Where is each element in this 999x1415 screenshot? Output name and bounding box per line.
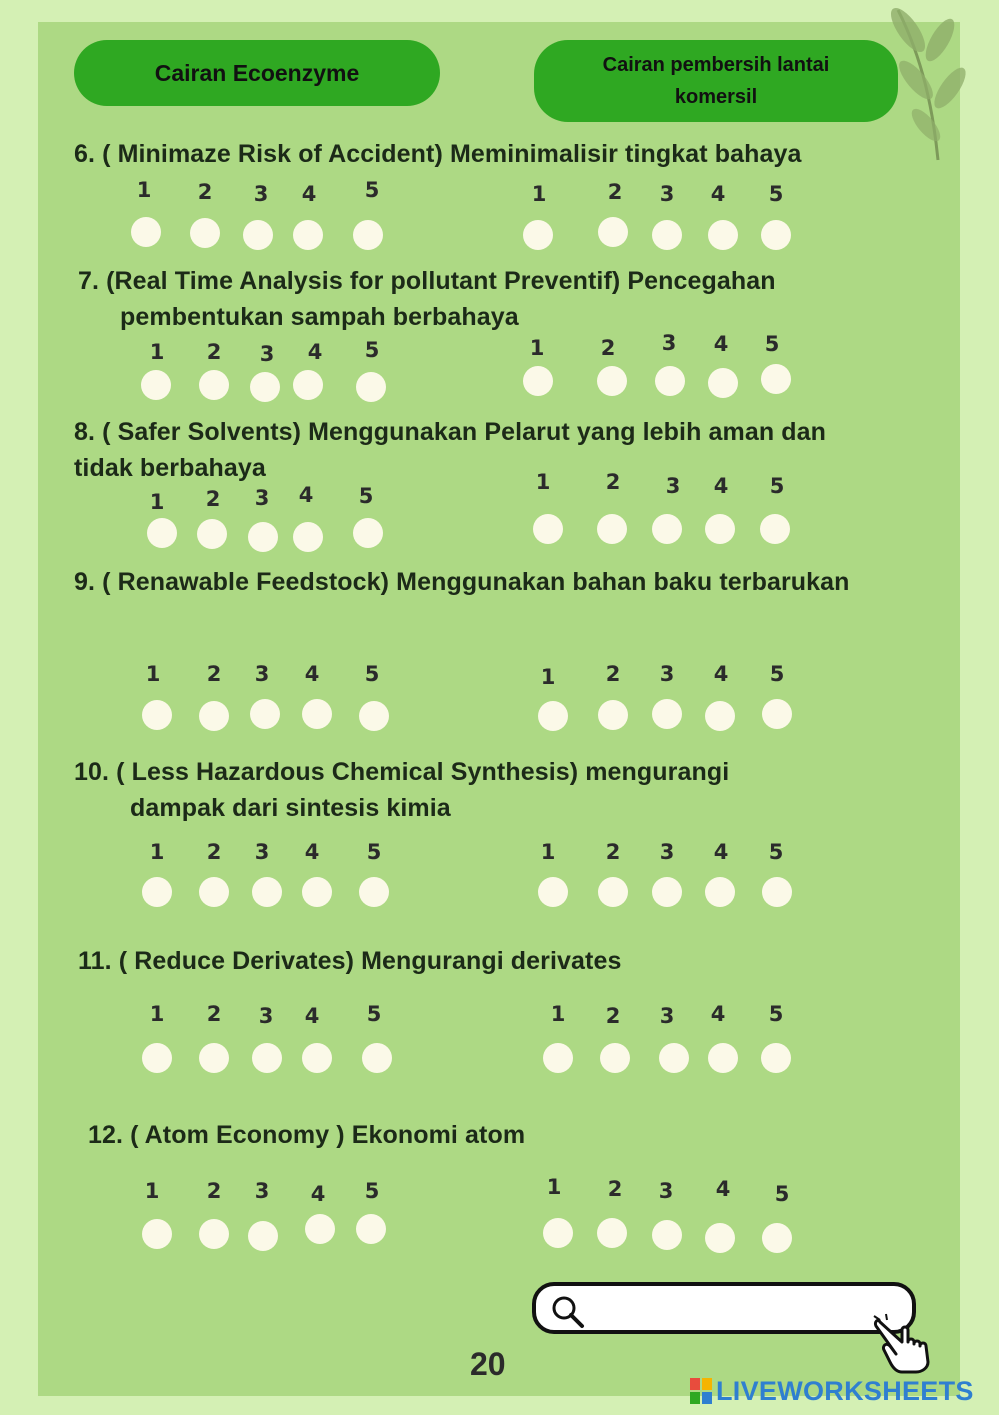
q12-ecoenzyme-option-3[interactable]: [248, 1221, 278, 1251]
q8-ecoenzyme-option-2[interactable]: [197, 519, 227, 549]
q9-ecoenzyme-option-5[interactable]: [359, 701, 389, 731]
q6-ecoenzyme-option-4[interactable]: [293, 220, 323, 250]
q10-b-num-1: 1: [540, 840, 556, 864]
question-8: 8. ( Safer Solvents) Menggunakan Pelarut yang lebih aman dan tidak berbahaya: [74, 418, 827, 482]
q9-b-num-3: 3: [659, 662, 675, 686]
q6-commercial-option-2[interactable]: [598, 217, 628, 247]
q11-b-num-2: 2: [605, 1004, 621, 1028]
q9-a-num-2: 2: [206, 662, 222, 686]
q11-b-num-4: 4: [710, 1002, 726, 1026]
header-commercial-cleaner-pill: [534, 40, 898, 122]
q10-ecoenzyme-option-3[interactable]: [252, 877, 282, 907]
q9-ecoenzyme-option-3[interactable]: [250, 699, 280, 729]
q11-b-num-1: 1: [550, 1002, 566, 1026]
q9-commercial-option-5[interactable]: [762, 699, 792, 729]
q9-b-num-2: 2: [605, 662, 621, 686]
q8-a-num-1: 1: [149, 490, 165, 514]
page-number: 20: [470, 1346, 506, 1382]
q10-a-num-1: 1: [149, 840, 165, 864]
q12-commercial-option-5[interactable]: [762, 1223, 792, 1253]
q7-commercial-option-4[interactable]: [708, 368, 738, 398]
q8-commercial-option-5[interactable]: [760, 514, 790, 544]
q12-a-num-1: 1: [144, 1179, 160, 1203]
q6-commercial-option-1[interactable]: [523, 220, 553, 250]
q11-commercial-option-3[interactable]: [659, 1043, 689, 1073]
q9-b-num-5: 5: [769, 662, 785, 686]
q6-b-num-1: 1: [531, 182, 547, 206]
q7-ecoenzyme-option-2[interactable]: [199, 370, 229, 400]
q6-b-num-3: 3: [659, 182, 675, 206]
q8-b-num-2: 2: [605, 470, 621, 494]
q12-commercial-option-2[interactable]: [597, 1218, 627, 1248]
question-7: 7. (Real Time Analysis for pollutant Preventif) Pencegahan pembentukan sampah berbahaya: [78, 267, 776, 331]
q11-b-num-5: 5: [768, 1002, 784, 1026]
q7-a-num-1: 1: [149, 340, 165, 364]
q11-b-num-3: 3: [659, 1004, 675, 1028]
header-ecoenzyme-pill: [74, 40, 440, 106]
q11-commercial-option-1[interactable]: [543, 1043, 573, 1073]
q8-a-num-4: 4: [298, 483, 314, 507]
q9-commercial-option-4[interactable]: [705, 701, 735, 731]
worksheet-panel: [38, 22, 960, 1396]
q10-b-num-5: 5: [768, 840, 784, 864]
q6-commercial-option-3[interactable]: [652, 220, 682, 250]
q10-b-num-3: 3: [659, 840, 675, 864]
q7-commercial-option-3[interactable]: [655, 366, 685, 396]
header-left-label: Cairan Ecoenzyme: [154, 59, 360, 86]
q7-commercial-option-5[interactable]: [761, 364, 791, 394]
search-icon: [550, 1294, 586, 1330]
q6-ecoenzyme-option-3[interactable]: [243, 220, 273, 250]
q12-a-num-5: 5: [364, 1179, 380, 1203]
q12-a-num-2: 2: [206, 1179, 222, 1203]
q11-a-num-2: 2: [206, 1002, 222, 1026]
q8-b-num-4: 4: [713, 474, 729, 498]
q7-ecoenzyme-option-4[interactable]: [293, 370, 323, 400]
q12-ecoenzyme-option-5[interactable]: [356, 1214, 386, 1244]
q9-ecoenzyme-option-1[interactable]: [142, 700, 172, 730]
q11-commercial-option-2[interactable]: [600, 1043, 630, 1073]
q9-ecoenzyme-option-2[interactable]: [199, 701, 229, 731]
q6-commercial-option-5[interactable]: [761, 220, 791, 250]
q8-a-num-2: 2: [205, 487, 221, 511]
q9-ecoenzyme-option-4[interactable]: [302, 699, 332, 729]
q12-a-num-3: 3: [254, 1179, 270, 1203]
q8-commercial-option-1[interactable]: [533, 514, 563, 544]
q8-a-num-3: 3: [254, 486, 270, 510]
q6-b-num-2: 2: [607, 180, 623, 204]
q6-b-num-4: 4: [710, 182, 726, 206]
q8-ecoenzyme-option-1[interactable]: [147, 518, 177, 548]
pointing-hand-icon: [872, 1312, 944, 1376]
q9-commercial-option-2[interactable]: [598, 700, 628, 730]
q10-b-num-2: 2: [605, 840, 621, 864]
q7-ecoenzyme-option-5[interactable]: [356, 372, 386, 402]
q6-ecoenzyme-option-1[interactable]: [131, 217, 161, 247]
q10-ecoenzyme-option-1[interactable]: [142, 877, 172, 907]
liveworksheets-badge-icon: [690, 1378, 712, 1404]
q8-ecoenzyme-option-5[interactable]: [353, 518, 383, 548]
q7-b-num-2: 2: [600, 336, 616, 360]
q8-commercial-option-3[interactable]: [652, 514, 682, 544]
q8-b-num-5: 5: [769, 474, 785, 498]
q10-commercial-option-1[interactable]: [538, 877, 568, 907]
q8-a-num-5: 5: [358, 484, 374, 508]
q9-b-num-1: 1: [540, 665, 556, 689]
q7-b-num-5: 5: [764, 332, 780, 356]
q8-b-num-3: 3: [665, 474, 681, 498]
q6-ecoenzyme-option-2[interactable]: [190, 218, 220, 248]
q11-ecoenzyme-option-5[interactable]: [362, 1043, 392, 1073]
q10-ecoenzyme-option-2[interactable]: [199, 877, 229, 907]
q11-a-num-1: 1: [149, 1002, 165, 1026]
q7-b-num-4: 4: [713, 332, 729, 356]
q11-commercial-option-4[interactable]: [708, 1043, 738, 1073]
q8-ecoenzyme-option-4[interactable]: [293, 522, 323, 552]
q11-ecoenzyme-option-3[interactable]: [252, 1043, 282, 1073]
question-6: 6. ( Minimaze Risk of Accident) Meminimalisir tingkat bahaya: [74, 140, 802, 168]
question-12: 12. ( Atom Economy ) Ekonomi atom: [88, 1121, 526, 1149]
q9-a-num-4: 4: [304, 662, 320, 686]
q12-commercial-option-4[interactable]: [705, 1223, 735, 1253]
q6-ecoenzyme-option-5[interactable]: [353, 220, 383, 250]
q7-a-num-3: 3: [259, 342, 275, 366]
q12-b-num-5: 5: [774, 1182, 790, 1206]
answer-search-box[interactable]: [532, 1282, 916, 1334]
q7-b-num-1: 1: [529, 336, 545, 360]
q9-a-num-5: 5: [364, 662, 380, 686]
q12-commercial-option-1[interactable]: [543, 1218, 573, 1248]
q7-a-num-4: 4: [307, 340, 323, 364]
q10-ecoenzyme-option-4[interactable]: [302, 877, 332, 907]
q7-b-num-3: 3: [661, 331, 677, 355]
q8-commercial-option-4[interactable]: [705, 514, 735, 544]
q6-a-num-5: 5: [364, 178, 380, 202]
q8-commercial-option-2[interactable]: [597, 514, 627, 544]
q12-b-num-4: 4: [715, 1177, 731, 1201]
brand-name: LIVEWORKSHEETS: [716, 1375, 974, 1406]
q12-commercial-option-3[interactable]: [652, 1220, 682, 1250]
q10-a-num-4: 4: [304, 840, 320, 864]
q11-commercial-option-5[interactable]: [761, 1043, 791, 1073]
q12-ecoenzyme-option-1[interactable]: [142, 1219, 172, 1249]
q11-a-num-5: 5: [366, 1002, 382, 1026]
q7-ecoenzyme-option-1[interactable]: [141, 370, 171, 400]
liveworksheets-logo: [690, 1374, 974, 1408]
q12-b-num-1: 1: [546, 1175, 562, 1199]
q9-b-num-4: 4: [713, 662, 729, 686]
question-11: 11. ( Reduce Derivates) Mengurangi derivates: [78, 947, 622, 975]
q10-commercial-option-5[interactable]: [762, 877, 792, 907]
q6-a-num-4: 4: [301, 182, 317, 206]
q7-a-num-2: 2: [206, 340, 222, 364]
q9-a-num-1: 1: [145, 662, 161, 686]
q10-a-num-2: 2: [206, 840, 222, 864]
q10-ecoenzyme-option-5[interactable]: [359, 877, 389, 907]
q12-a-num-4: 4: [310, 1182, 326, 1206]
q11-ecoenzyme-option-1[interactable]: [142, 1043, 172, 1073]
q7-a-num-5: 5: [364, 338, 380, 362]
q9-commercial-option-3[interactable]: [652, 699, 682, 729]
question-9: 9. ( Renawable Feedstock) Menggunakan bahan baku terbarukan: [74, 568, 850, 596]
q9-a-num-3: 3: [254, 662, 270, 686]
question-10: 10. ( Less Hazardous Chemical Synthesis) mengurangi dampak dari sintesis kimia: [74, 758, 730, 822]
q6-b-num-5: 5: [768, 182, 784, 206]
q12-b-num-3: 3: [658, 1179, 674, 1203]
q7-commercial-option-1[interactable]: [523, 366, 553, 396]
q10-commercial-option-2[interactable]: [598, 877, 628, 907]
q6-a-num-1: 1: [136, 178, 152, 202]
q12-b-num-2: 2: [607, 1177, 623, 1201]
q10-commercial-option-3[interactable]: [652, 877, 682, 907]
q10-commercial-option-4[interactable]: [705, 877, 735, 907]
header-right-label: Cairan pembersih lantai komersil: [602, 54, 830, 108]
q7-ecoenzyme-option-3[interactable]: [250, 372, 280, 402]
q11-ecoenzyme-option-4[interactable]: [302, 1043, 332, 1073]
q11-a-num-3: 3: [258, 1004, 274, 1028]
q12-ecoenzyme-option-2[interactable]: [199, 1219, 229, 1249]
q12-ecoenzyme-option-4[interactable]: [305, 1214, 335, 1244]
q10-a-num-3: 3: [254, 840, 270, 864]
q11-ecoenzyme-option-2[interactable]: [199, 1043, 229, 1073]
q11-a-num-4: 4: [304, 1004, 320, 1028]
q10-a-num-5: 5: [366, 840, 382, 864]
q10-b-num-4: 4: [713, 840, 729, 864]
q7-commercial-option-2[interactable]: [597, 366, 627, 396]
q8-ecoenzyme-option-3[interactable]: [248, 522, 278, 552]
q8-b-num-1: 1: [535, 470, 551, 494]
q6-a-num-3: 3: [253, 182, 269, 206]
q9-commercial-option-1[interactable]: [538, 701, 568, 731]
q6-a-num-2: 2: [197, 180, 213, 204]
q6-commercial-option-4[interactable]: [708, 220, 738, 250]
